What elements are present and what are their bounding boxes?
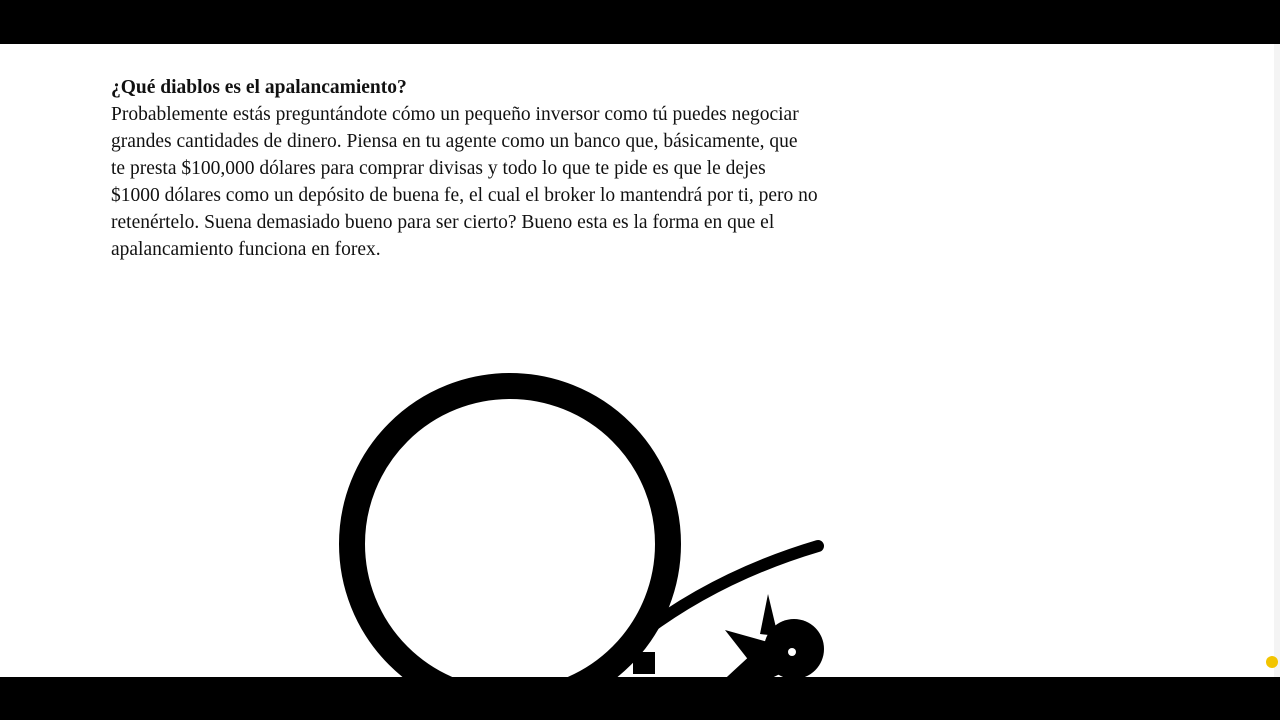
document-page bbox=[0, 44, 1280, 677]
paragraph-line: grandes cantidades de dinero. Piensa en tu agente como un banco que, básicamente, que bbox=[111, 131, 798, 152]
section-heading: ¿Qué diablos es el apalancamiento? bbox=[111, 77, 407, 98]
person-eye bbox=[788, 648, 796, 656]
paragraph-line: apalancamiento funciona en forex. bbox=[111, 239, 381, 260]
person-figure bbox=[690, 594, 824, 677]
corner-accent-icon bbox=[1266, 656, 1278, 668]
paragraph-line: te presta $100,000 dólares para comprar divisas y todo lo que te pide es que le dejes bbox=[111, 158, 766, 179]
paragraph-line: $1000 dólares como un depósito de buena fe, el cual el broker lo mantendrá por ti, pero no bbox=[111, 185, 818, 206]
wheel-ring bbox=[352, 386, 668, 677]
scrollbar[interactable] bbox=[1274, 44, 1280, 677]
fulcrum-block bbox=[633, 652, 655, 674]
letterbox-top bbox=[0, 0, 1280, 44]
person-hand bbox=[760, 594, 778, 636]
paragraph-line: Probablemente estás preguntándote cómo un pequeño inversor como tú puedes negociar bbox=[111, 104, 799, 125]
lever-lifting-wheel-illustration bbox=[330, 324, 850, 677]
letterbox-bottom bbox=[0, 677, 1280, 720]
paragraph-line: retenértelo. Suena demasiado bueno para ser cierto? Bueno esta es la forma en que el bbox=[111, 212, 775, 233]
text-block bbox=[111, 74, 951, 263]
